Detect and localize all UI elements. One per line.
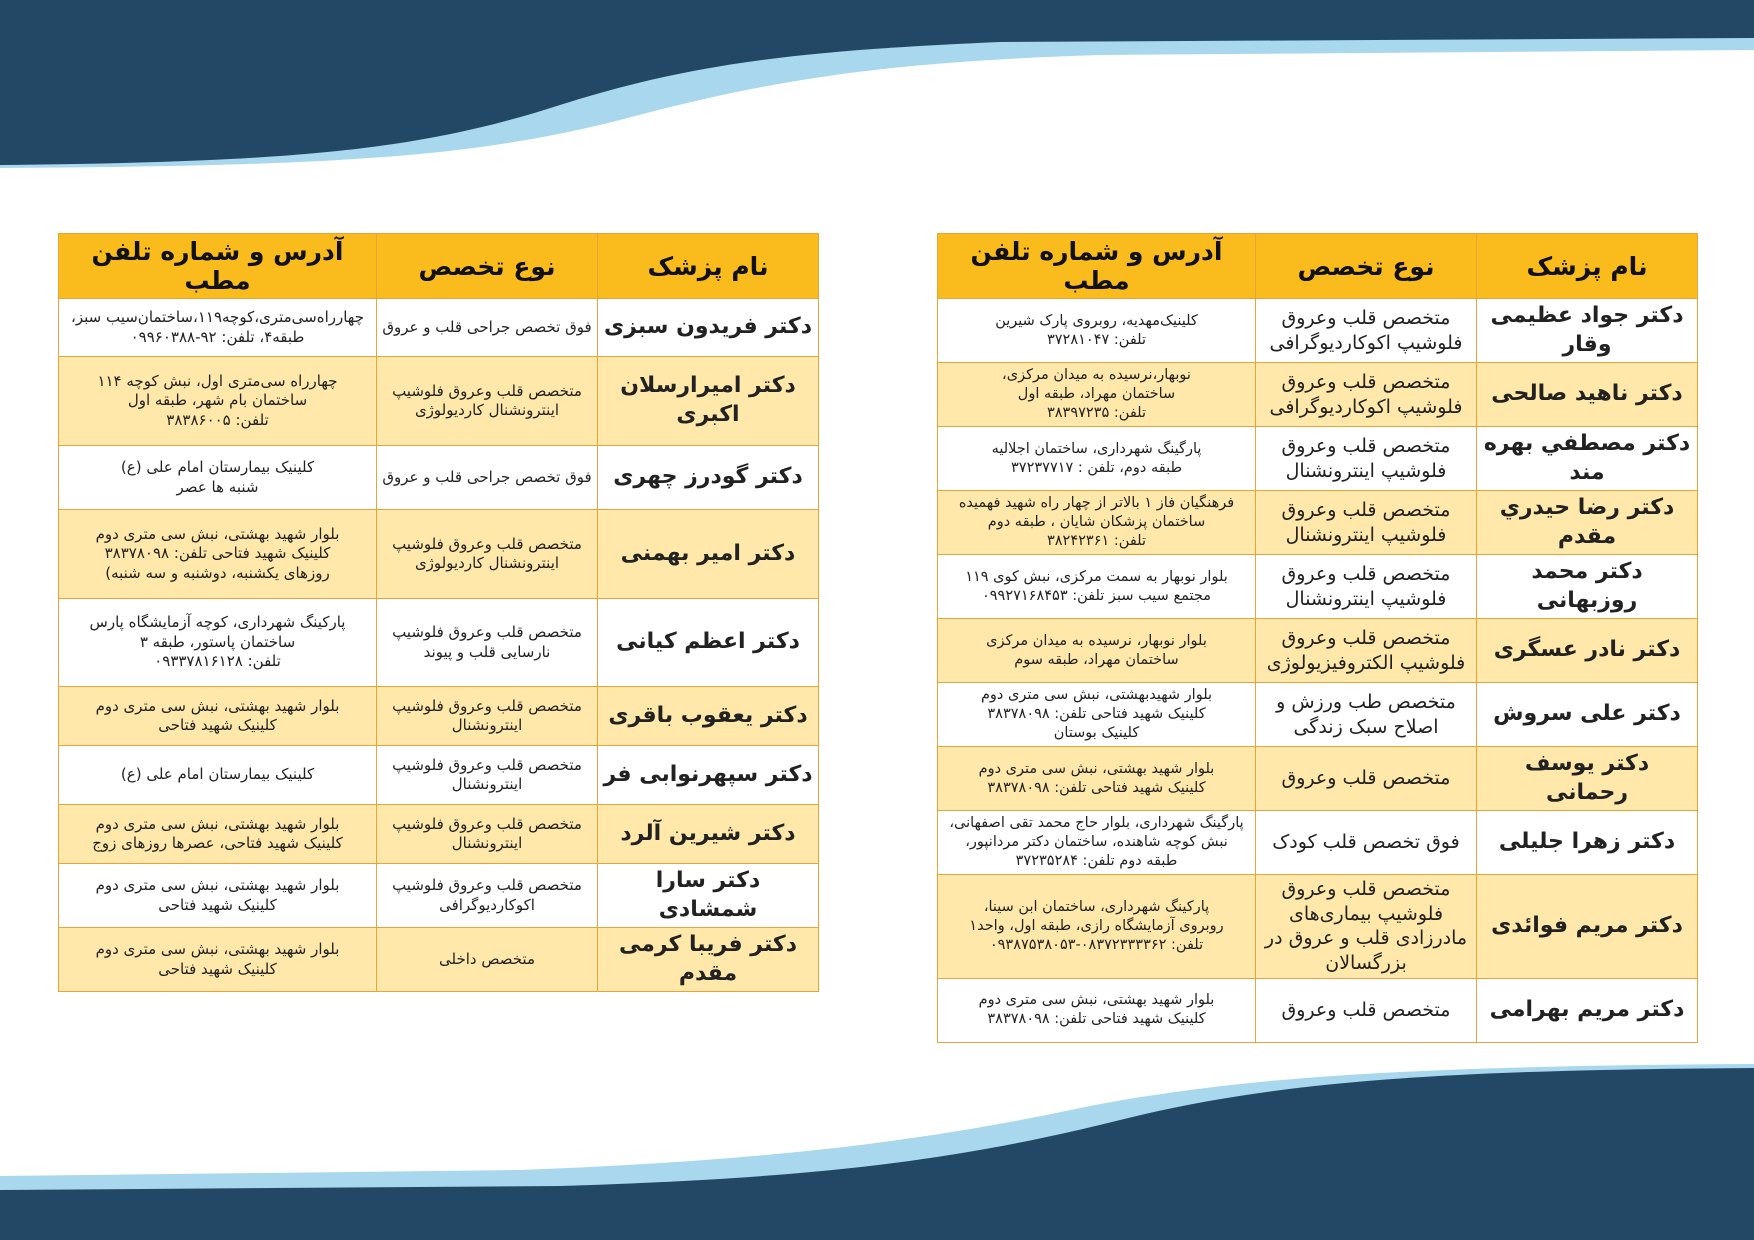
table-header-row (938, 234, 1698, 299)
doctor-specialty: متخصص قلب وعروق فلوشیپ اینترونشنال (1256, 427, 1477, 491)
header-doctor-name: نام پزشک (598, 234, 819, 299)
doctor-address: فرهنگیان فاز ۱ بالاتر از چهار راه شهید فهمیده ساختمان پزشکان شایان ، طبقه دوم تلفن: ۳۸۲۴۲۳۶۱ (938, 491, 1256, 555)
doctor-specialty: متخصص قلب وعروق (1256, 747, 1477, 811)
doctor-address: کلینیک‌مهدیه، روبروی پارک شیرین تلفن: ۳۷۲۸۱۰۴۷ (938, 299, 1256, 363)
doctor-name: دکتر امیر بهمنی (598, 510, 819, 599)
top-wave-decoration (0, 0, 1754, 170)
doctor-name: دکتر فریدون سبزی (598, 299, 819, 357)
doctor-address: نوبهار،نرسیده به میدان مرکزی، ساختمان مهراد، طبقه اول تلفن: ۳۸۳۹۷۲۳۵ (938, 363, 1256, 427)
table-row (938, 555, 1698, 619)
header-specialty: نوع تخصص (377, 234, 598, 299)
table-row (59, 357, 819, 446)
doctor-address: بلوار نوبهار به سمت مرکزی، نبش کوی ۱۱۹ مجتمع سیب سبز تلفن: ۰۹۹۲۷۱۶۸۴۵۳ (938, 555, 1256, 619)
table-row (59, 864, 819, 928)
header-specialty: نوع تخصص (1256, 234, 1477, 299)
doctor-address: بلوار شهید بهشتی، نبش سی متری دوم کلینیک شهید فتاحی تلفن: ۳۸۳۷۸۰۹۸ روزهای یکشنبه، دوشنبه و سه شنبه) (59, 510, 377, 599)
table-row (938, 363, 1698, 427)
doctors-table-right (937, 233, 1698, 1043)
doctor-address: بلوار شهید بهشتی، نبش سی متری دوم کلینیک شهید فتاحی تلفن: ۳۸۳۷۸۰۹۸ (938, 978, 1256, 1042)
doctor-name: دکتر ناهید صالحی (1477, 363, 1698, 427)
table-row (938, 427, 1698, 491)
table-row (938, 747, 1698, 811)
doctor-name: دکتر رضا حیدري مقدم (1477, 491, 1698, 555)
doctor-address: پارگینگ شهرداری، ساختمان اجلالیه طبقه دوم، تلفن : ۳۷۲۳۷۷۱۷ (938, 427, 1256, 491)
doctor-specialty: متخصص قلب وعروق فلوشیپ نارسایی قلب و پیوند (377, 599, 598, 687)
table-row (938, 875, 1698, 979)
table-row (938, 619, 1698, 683)
doctor-name: دکتر زهرا جلیلی (1477, 811, 1698, 875)
doctor-address: بلوار شهید بهشتی، نبش سی متری دوم کلینیک شهید فتاحی تلفن: ۳۸۳۷۸۰۹۸ (938, 747, 1256, 811)
doctor-address: بلوار شهید بهشتی، نبش سی متری دوم کلینیک شهید فتاحی (59, 928, 377, 992)
table-row (938, 491, 1698, 555)
table-row (59, 599, 819, 687)
table-row (938, 683, 1698, 747)
doctor-address: کلینیک بیمارستان امام علی (ع) (59, 746, 377, 805)
doctor-address: پارکینگ شهرداری، ساختمان ابن سینا، روبروی آزمایشگاه رازی، طبقه اول، واحد۱ تلفن: ۰۸۳۷۲۳۳۳۳۶۲-۰۹۳۸۷۵۳۸۰۵۳ (938, 875, 1256, 979)
doctor-specialty: متخصص قلب وعروق فلوشیپ اکوکاردیوگرافی (377, 864, 598, 928)
doctor-name: دکتر یعقوب باقری (598, 687, 819, 746)
doctors-table-left (58, 233, 819, 992)
table-row (938, 811, 1698, 875)
doctor-address: چهارراه‌سی‌متری،کوچه۱۱۹،ساختمان‌سیب سبز، طبقه۴، تلفن: ۹۲-۰۹۹۶۰۳۸۸ (59, 299, 377, 357)
header-address-phone: آدرس و شماره تلفن مطب (938, 234, 1256, 299)
doctor-address: پارکینگ شهرداری، کوچه آزمایشگاه پارس ساختمان پاستور، طبقه ۳ تلفن: ۰۹۳۳۷۸۱۶۱۲۸ (59, 599, 377, 687)
doctor-name: دکتر یوسف رحمانی (1477, 747, 1698, 811)
doctor-specialty: متخصص قلب وعروق فلوشیپ اینترونشنال کاردیولوژی (377, 357, 598, 446)
doctor-specialty: متخصص قلب وعروق فلوشیپ اکوکاردیوگرافی (1256, 299, 1477, 363)
header-doctor-name: نام پزشک (1477, 234, 1698, 299)
table-row (59, 805, 819, 864)
doctor-specialty: متخصص طب ورزش و اصلاح سبک زندگی (1256, 683, 1477, 747)
table-row (938, 978, 1698, 1042)
doctor-name: دکتر مصطفي بهره مند (1477, 427, 1698, 491)
doctor-name: دکتر گودرز چهری (598, 446, 819, 510)
doctor-specialty: متخصص قلب وعروق فلوشیپ بیماری‌های مادرزادی قلب و عروق در بزرگسالان (1256, 875, 1477, 979)
header-address-phone: آدرس و شماره تلفن مطب (59, 234, 377, 299)
doctor-specialty: متخصص داخلی (377, 928, 598, 992)
table-row (59, 746, 819, 805)
doctor-address: پارگینگ شهرداری، بلوار حاج محمد تقی اصفهانی، نبش کوچه شاهنده، ساختمان دکتر مردانپور، طبقه دوم تلفن: ۳۷۲۳۵۲۸۴ (938, 811, 1256, 875)
doctor-specialty: متخصص قلب وعروق فلوشیپ اینترونشنال (1256, 491, 1477, 555)
doctor-specialty: متخصص قلب وعروق (1256, 978, 1477, 1042)
doctor-specialty: فوق تخصص جراحی قلب و عروق (377, 299, 598, 357)
doctor-name: دکتر محمد روزبهانی (1477, 555, 1698, 619)
doctor-address: بلوار شهید بهشتی، نبش سی متری دوم کلینیک شهید فتاحی، عصرها روزهای زوج (59, 805, 377, 864)
table-row (59, 446, 819, 510)
doctor-name: دکتر فریبا کرمی مقدم (598, 928, 819, 992)
doctor-specialty: متخصص قلب وعروق فلوشیپ اینترونشنال (377, 746, 598, 805)
doctor-address: بلوار شهید بهشتی، نبش سی متری دوم کلینیک شهید فتاحی (59, 864, 377, 928)
doctor-specialty: متخصص قلب وعروق فلوشیپ اینترونشنال (377, 687, 598, 746)
doctor-name: دکتر سپهرنوابی فر (598, 746, 819, 805)
doctor-name: دکتر علی سروش (1477, 683, 1698, 747)
doctor-name: دکتر شیرین آلرد (598, 805, 819, 864)
doctor-specialty: متخصص قلب وعروق فلوشیپ الکتروفیزیولوژی (1256, 619, 1477, 683)
doctor-address: کلینیک بیمارستان امام علی (ع) شنبه ها عصر (59, 446, 377, 510)
doctor-name: دکتر مریم بهرامی (1477, 978, 1698, 1042)
doctor-name: دکتر مریم فوائدی (1477, 875, 1698, 979)
doctor-name: دکتر اعظم کیانی (598, 599, 819, 687)
doctor-name: دکتر سارا شمشادی (598, 864, 819, 928)
doctor-address: بلوار شهید بهشتی، نبش سی متری دوم کلینیک شهید فتاحی (59, 687, 377, 746)
doctor-specialty: فوق تخصص جراحی قلب و عروق (377, 446, 598, 510)
doctor-address: بلوار نوبهار، نرسیده به میدان مرکزی ساختمان مهراد، طبقه سوم (938, 619, 1256, 683)
table-header-row (59, 234, 819, 299)
doctor-specialty: فوق تخصص قلب کودک (1256, 811, 1477, 875)
doctor-name: دکتر نادر عسگری (1477, 619, 1698, 683)
table-row (938, 299, 1698, 363)
doctor-address: چهارراه سی‌متری اول، نبش کوچه ۱۱۴ ساختمان بام شهر، طبقه اول تلفن: ۳۸۳۸۶۰۰۵ (59, 357, 377, 446)
doctor-specialty: متخصص قلب وعروق فلوشیپ اینترونشنال (1256, 555, 1477, 619)
doctor-address: بلوار شهیدبهشتی، نبش سی متری دوم کلینیک شهید فتاحی تلفن: ۳۸۳۷۸۰۹۸ کلینیک بوستان (938, 683, 1256, 747)
doctor-specialty: متخصص قلب وعروق فلوشیپ اکوکاردیوگرافی (1256, 363, 1477, 427)
bottom-wave-decoration (0, 1060, 1754, 1240)
table-row (59, 687, 819, 746)
doctor-specialty: متخصص قلب وعروق فلوشیپ اینترونشنال (377, 805, 598, 864)
table-row (59, 510, 819, 599)
doctor-name: دکتر جواد عظیمی وقار (1477, 299, 1698, 363)
table-row (59, 928, 819, 992)
doctor-name: دکتر امیرارسلان اکبری (598, 357, 819, 446)
table-row (59, 299, 819, 357)
doctor-specialty: متخصص قلب وعروق فلوشیپ اینترونشنال کاردیولوژی (377, 510, 598, 599)
